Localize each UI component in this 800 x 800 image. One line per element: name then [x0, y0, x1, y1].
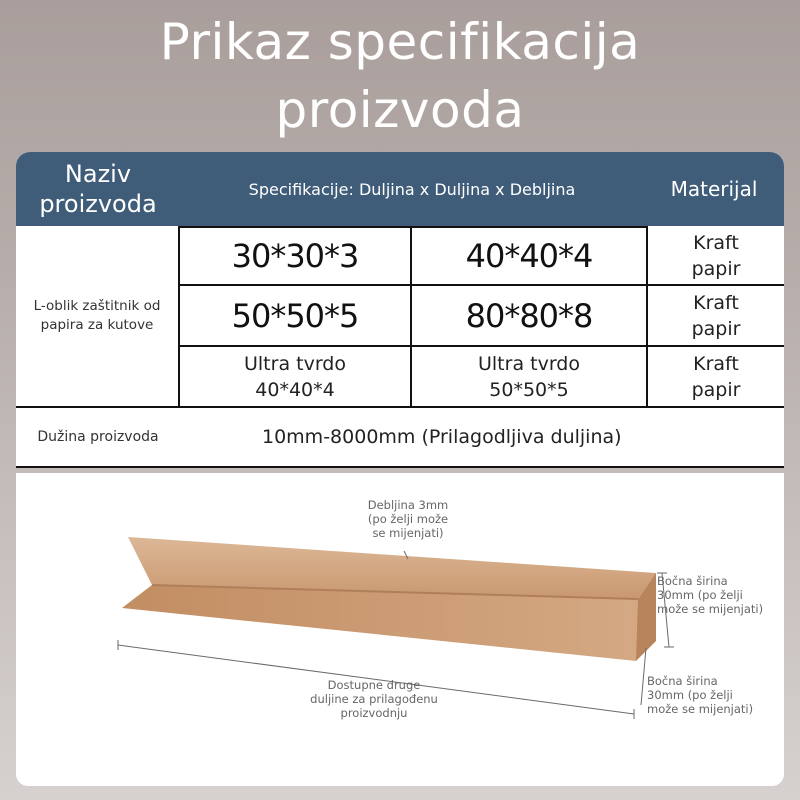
corner-protector-body — [122, 537, 656, 661]
spec-table — [16, 152, 784, 468]
length-value: 10mm-8000mm (Prilagodljiva duljina) — [262, 426, 622, 448]
table-body — [16, 226, 784, 468]
width-dimension-line — [641, 648, 646, 705]
annotation-side-width-top: Bočna širina 30mm (po želji može se mijenjati) — [657, 574, 764, 616]
spec-cell: 50*50*5 — [231, 296, 359, 335]
material-cell: Kraft papir — [691, 291, 741, 340]
spec-cell: Ultra tvrdo 40*40*4 — [244, 352, 346, 401]
page-title-line1: Prikaz specifikacija — [159, 13, 641, 71]
material-cell: Kraft papir — [691, 232, 741, 280]
product-name-cell: L-oblik zaštitnik od papira za kutove — [33, 298, 161, 333]
page-title-line2: proizvoda — [275, 81, 525, 139]
table-header — [16, 152, 784, 226]
annotation-lengths: Dostupne druge duljine za prilagođenu proizvodnju — [310, 678, 438, 720]
header-product-name: Naziv proizvoda — [39, 160, 157, 218]
length-label: Dužina proizvoda — [37, 429, 159, 445]
spec-cell: 40*40*4 — [465, 237, 593, 275]
page-title — [0, 8, 800, 144]
table-border — [16, 466, 784, 468]
annotation-side-width-bottom: Bočna širina 30mm (po želji može se mijenjati) — [647, 674, 754, 716]
material-cell: Kraft papir — [691, 352, 741, 401]
spec-cell: 80*80*8 — [465, 296, 593, 335]
spec-cell: Ultra tvrdo 50*50*5 — [478, 352, 580, 401]
annotation-thickness: Debljina 3mm (po želji može se mijenjati) — [367, 498, 449, 540]
header-material: Materijal — [670, 177, 758, 201]
header-specifications: Specifikacije: Duljina x Duljina x Debljina — [248, 179, 576, 199]
product-image-card — [16, 473, 784, 786]
spec-cell: 30*30*3 — [231, 237, 359, 275]
